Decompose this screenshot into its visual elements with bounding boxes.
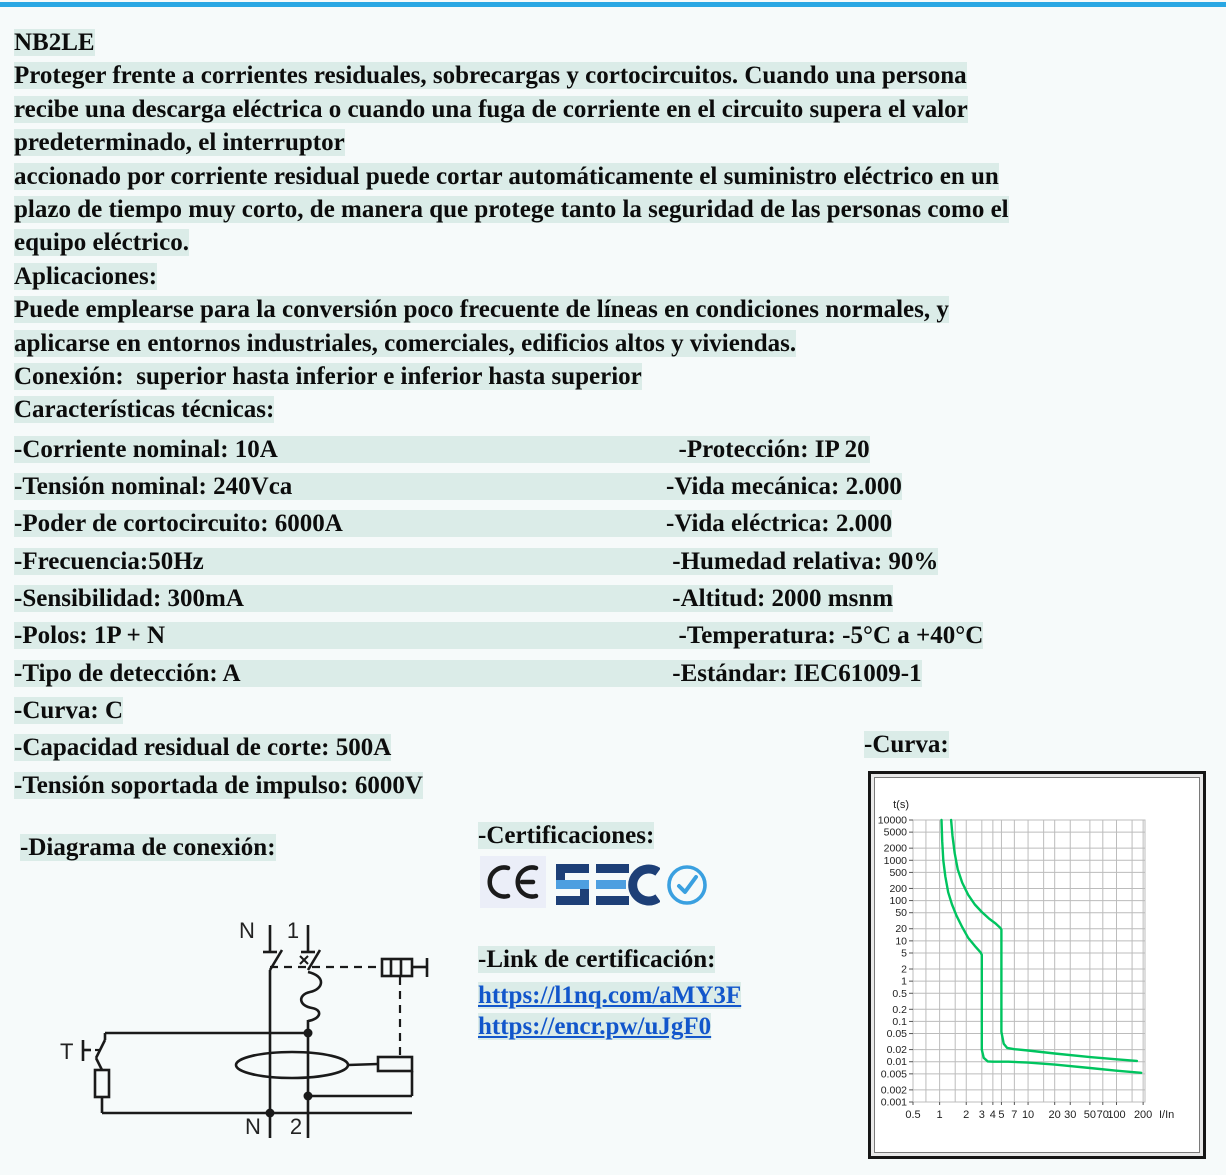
sec-logo (556, 864, 660, 911)
svg-text:t(s): t(s) (893, 799, 909, 811)
spec-row: -Tensión nominal: 240Vca -Vida mecánica: 2.000 (14, 473, 902, 501)
svg-text:70: 70 (1096, 1109, 1109, 1121)
approved-check-icon (664, 862, 710, 913)
svg-text:500: 500 (889, 866, 907, 879)
trip-curve-chart (868, 771, 1206, 1159)
svg-text:30: 30 (1064, 1109, 1077, 1121)
top-accent-bar (0, 2, 1226, 7)
test-label: T (60, 1039, 74, 1064)
svg-text:I/In: I/In (1159, 1109, 1175, 1121)
svg-text:4: 4 (989, 1109, 996, 1121)
svg-text:20: 20 (1048, 1109, 1061, 1121)
description-line: equipo eléctrico. (14, 229, 189, 257)
description-line: predeterminado, el interruptor (14, 129, 345, 157)
svg-text:5: 5 (998, 1109, 1005, 1121)
terminal-label-2: 2 (289, 1114, 303, 1139)
svg-text:10: 10 (895, 935, 907, 948)
svg-text:1: 1 (936, 1109, 943, 1121)
connection-diagram (55, 880, 455, 1175)
applications-line: aplicarse en entornos industriales, comerciales, edificios altos y viviendas. (14, 329, 797, 357)
svg-text:2000: 2000 (883, 842, 907, 855)
terminal-label-n-top: N (239, 918, 255, 943)
spec-row: -Poder de cortocircuito: 6000A -Vida eléctrica: 2.000 (14, 510, 893, 538)
description-line: Proteger frente a corrientes residuales, sobrecargas y cortocircuitos. Cuando una persona (14, 62, 967, 90)
product-title: NB2LE (14, 29, 95, 56)
svg-text:200: 200 (1133, 1109, 1153, 1121)
ce-mark-icon (480, 856, 546, 908)
connection-line: Conexión: superior hasta inferior e inferior hasta superior (14, 363, 642, 391)
spec-row: -Sensibilidad: 300mA -Altitud: 2000 msnm (14, 585, 894, 613)
diagram-heading: -Diagrama de conexión: (20, 834, 276, 861)
product-title-line (14, 26, 1214, 59)
description-line: accionado por corriente residual puede cortar automáticamente el suministro eléctrico en un (14, 162, 999, 190)
svg-text:5: 5 (901, 947, 907, 960)
description-line: recibe una descarga eléctrica o cuando una fuga de corriente en el circuito supera el valor (14, 95, 968, 123)
terminal-label-n-bottom: N (245, 1114, 261, 1139)
svg-text:5000: 5000 (883, 826, 907, 839)
certifications-heading: -Certificaciones: (478, 822, 655, 849)
cert-link-1[interactable]: https://l1nq.com/aMY3F (478, 982, 742, 1009)
spec-row: -Curva: C (14, 696, 124, 724)
spec-list (14, 431, 1214, 804)
cert-links-heading: -Link de certificación: (478, 946, 716, 973)
sec-logo-icon (556, 864, 660, 906)
ce-mark-badge (480, 856, 546, 908)
document-body (14, 26, 1214, 804)
svg-text:10: 10 (1021, 1109, 1035, 1121)
svg-text:0.005: 0.005 (880, 1068, 907, 1081)
svg-text:100: 100 (889, 895, 907, 908)
svg-text:0.01: 0.01 (886, 1056, 907, 1069)
svg-text:1000: 1000 (883, 854, 907, 867)
spec-row: -Polos: 1P + N -Temperatura: -5°C a +40°C (14, 622, 984, 650)
svg-text:7: 7 (1011, 1109, 1018, 1121)
spec-row: -Tipo de detección: A -Estándar: IEC61009-1 (14, 659, 922, 687)
svg-text:10000: 10000 (877, 814, 907, 827)
svg-text:3: 3 (978, 1109, 985, 1121)
spec-row: -Corriente nominal: 10A -Protección: IP 20 (14, 435, 870, 463)
cert-links (478, 980, 741, 1042)
spec-row: -Capacidad residual de corte: 500A (14, 734, 392, 762)
svg-text:0.02: 0.02 (886, 1044, 907, 1057)
cert-link-2[interactable]: https://encr.pw/uJgF0 (478, 1013, 712, 1040)
terminal-label-1: 1 (286, 918, 300, 943)
svg-text:0.2: 0.2 (892, 1003, 907, 1016)
svg-text:0.002: 0.002 (880, 1084, 907, 1097)
svg-text:0.5: 0.5 (892, 987, 907, 1000)
curve-heading: -Curva: (864, 731, 949, 758)
svg-text:20: 20 (895, 923, 907, 936)
svg-text:50: 50 (895, 907, 907, 920)
applications-line: Puede emplearse para la conversión poco frecuente de líneas en condiciones normales, y (14, 296, 949, 324)
applications-heading: Aplicaciones: (14, 262, 158, 290)
svg-text:0.1: 0.1 (892, 1015, 907, 1028)
svg-text:0.05: 0.05 (886, 1028, 907, 1041)
description-line: plazo de tiempo muy corto, de manera que protege tanto la seguridad de las personas como el (14, 196, 1009, 224)
svg-text:50: 50 (1083, 1109, 1097, 1121)
svg-text:1: 1 (901, 975, 907, 988)
svg-text:2: 2 (901, 963, 907, 976)
svg-text:100: 100 (1107, 1109, 1126, 1121)
spec-row: -Frecuencia:50Hz -Humedad relativa: 90% (14, 547, 939, 575)
svg-text:0.001: 0.001 (880, 1096, 907, 1109)
svg-text:200: 200 (889, 882, 907, 895)
svg-text:0.5: 0.5 (905, 1109, 921, 1121)
tech-heading: Características técnicas: (14, 396, 275, 424)
trip-curve-plot (874, 777, 1200, 1153)
spec-row: -Tensión soportada de impulso: 6000V (14, 771, 423, 799)
svg-text:2: 2 (963, 1109, 970, 1121)
